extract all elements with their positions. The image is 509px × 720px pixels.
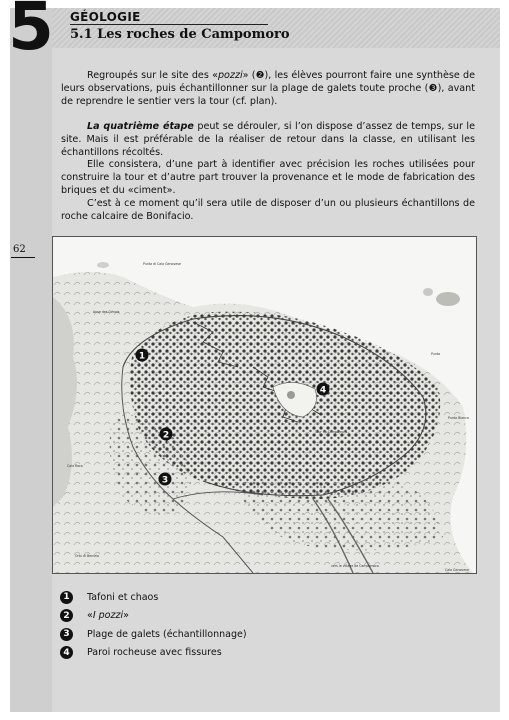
- map-marker-1: [136, 349, 149, 362]
- map-marker-4: [317, 383, 330, 396]
- svg-text:3: 3: [161, 475, 169, 486]
- paragraph-1: [61, 70, 475, 108]
- section-label: GÉOLOGIE: [70, 10, 141, 24]
- map-marker-2: [160, 428, 173, 441]
- map-label-tour: Tour de Campomoro: [315, 430, 348, 434]
- map-marker-3: [159, 473, 172, 486]
- legend-label-2: I pozzi: [92, 610, 124, 622]
- sidebar-strip: [10, 8, 52, 712]
- paragraph-1-text-b: » (: [242, 70, 256, 81]
- page-number-rule: [11, 257, 35, 258]
- legend-number-3: 3: [60, 628, 73, 641]
- legend-label-3: Plage de galets (échantillonnage): [87, 628, 247, 640]
- paragraph-2-text-a: peut se dérouler, si l’on dispose d’assez de temps, sur le site. Mais il est préférable de la réaliser de retour dans la classe, en utilisant les échantillons récoltés.: [61, 121, 475, 158]
- page-number: 62: [13, 244, 26, 255]
- chapter-number: 5: [8, 0, 54, 65]
- paragraph-1-text-d: ), avant de reprendre le sentier vers la tour (cf. plan).: [61, 82, 475, 107]
- map-label-village: vers le village de Campomoro: [331, 564, 379, 568]
- map-label-punta-bianca: Punta Bianca: [448, 416, 469, 420]
- map-label-cala-genovese: Cala Genovese: [445, 568, 469, 572]
- legend-number-1: 1: [60, 591, 73, 604]
- legend-label-2-close-quote: »: [123, 610, 129, 622]
- svg-text:1: 1: [138, 351, 146, 362]
- fourth-step-emphasis: La quatrième étape: [87, 121, 194, 132]
- marker-2-inline: ❷: [255, 70, 265, 81]
- map-label-anse-genois: Anse des Génois: [93, 310, 120, 314]
- paragraph-1-text-a: Regroupés sur le site des «: [87, 70, 218, 81]
- map-drawing: [53, 237, 476, 573]
- pozzi-term: pozzi: [217, 70, 243, 81]
- campomoro-map: [52, 236, 477, 574]
- paragraph-2: [61, 121, 475, 223]
- map-label-ortu: Ortu di Bercelo: [75, 554, 99, 558]
- legend-item: [60, 625, 247, 644]
- legend-item: [60, 607, 247, 626]
- marker-3-inline: ❸: [428, 82, 438, 94]
- legend-label-4: Paroi rocheuse avec fissures: [87, 647, 222, 659]
- map-legend: [60, 588, 247, 662]
- legend-number-4: 4: [60, 646, 73, 659]
- svg-text:4: 4: [319, 385, 327, 396]
- paragraph-2-text-c: C’est à ce moment qu’il sera utile de disposer d’un ou plusieurs échantillons de roche calcaire de Bonifacio.: [61, 197, 475, 222]
- legend-number-2: 2: [60, 609, 73, 622]
- legend-item: [60, 644, 247, 663]
- legend-label-1: Tafoni et chaos: [87, 591, 159, 603]
- section-title: 5.1 Les roches de Campomoro: [70, 27, 290, 42]
- header-rule: [70, 24, 268, 25]
- legend-label-2-open-quote: «: [87, 610, 93, 622]
- map-label-punta: Punta: [431, 352, 441, 356]
- svg-text:2: 2: [162, 430, 170, 441]
- paragraph-1-text-c: ), les élèves pourront faire une synthèse de leurs observations, puis échantillonner sur la plage de galets toute proche (: [61, 70, 475, 94]
- map-label-punta-cala-genovese: Punta di Cala Genovese: [143, 262, 181, 266]
- legend-item: [60, 588, 247, 607]
- map-label-cala-roca: Cala Roca: [67, 464, 83, 468]
- paragraph-2-text-b: Elle consistera, d’une part à identifier avec précision les roches utilisées pour construire la tour et d’autre part trouver la provenance et le mode de fabrication des briques et du «ciment».: [61, 159, 475, 196]
